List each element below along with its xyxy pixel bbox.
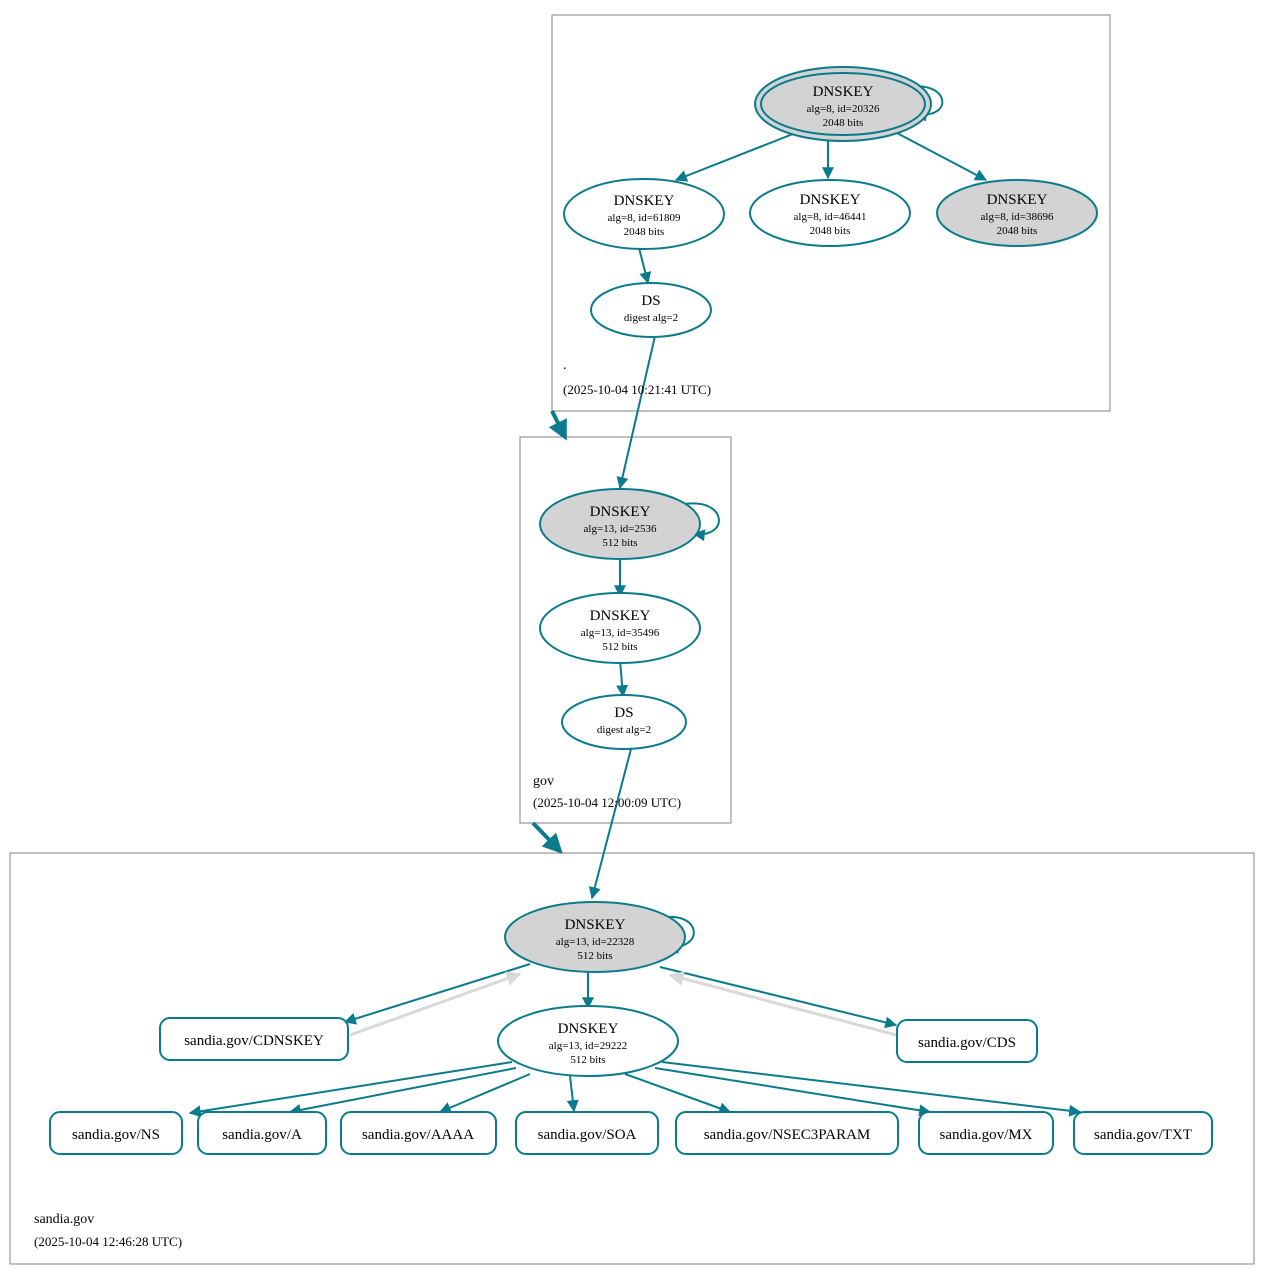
edge-root-ds-to-gov-dnskey [620, 336, 655, 488]
node-root-ds[interactable] [591, 283, 711, 337]
zone-timestamp-root: (2025-10-04 10:21:41 UTC) [563, 382, 712, 397]
node-line2: alg=8, id=38696 [980, 211, 1054, 223]
zone-timestamp-gov: (2025-10-04 12:00:09 UTC) [533, 795, 682, 810]
node-title: DS [614, 705, 634, 721]
edge-sandia-ksk-to-cds [660, 967, 896, 1025]
rrset-cdnskey[interactable] [160, 1018, 348, 1060]
node-line3: 512 bits [570, 1054, 606, 1066]
edge-sandia-ksk-to-cdnskey [345, 964, 530, 1022]
node-root-dnskey-46441[interactable] [750, 180, 910, 246]
edge-sandia-zsk-to-txt [662, 1062, 1080, 1112]
zone-timestamp-sandia: (2025-10-04 12:46:28 UTC) [34, 1234, 183, 1249]
node-title: DNSKEY [812, 84, 874, 100]
edge-root-ksk-to-61809 [676, 130, 803, 180]
node-title: DNSKEY [557, 1021, 619, 1037]
edge-sandia-zsk-to-ns [190, 1062, 512, 1113]
node-line2: alg=8, id=20326 [806, 103, 880, 115]
node-title: DNSKEY [613, 193, 675, 209]
edge-sandia-zsk-to-a [290, 1068, 516, 1112]
rrset-label: sandia.gov/MX [939, 1127, 1033, 1143]
node-gov-ds[interactable] [562, 695, 686, 749]
node-title: DNSKEY [589, 608, 651, 624]
rrset-label: sandia.gov/CDNSKEY [184, 1033, 324, 1049]
rrset-label: sandia.gov/NSEC3PARAM [703, 1127, 871, 1143]
node-root-dnskey-61809[interactable] [564, 179, 724, 249]
edge-sandia-zsk-to-soa [570, 1076, 574, 1111]
rrset-cds[interactable] [897, 1020, 1037, 1062]
node-title: DNSKEY [986, 192, 1048, 208]
rrset-aaaa[interactable] [341, 1112, 496, 1154]
edge-root-61809-to-ds [639, 248, 648, 283]
rrset-ns[interactable] [50, 1112, 182, 1154]
node-line3: 512 bits [602, 641, 638, 653]
node-line2: alg=13, id=35496 [580, 627, 660, 639]
rrset-label: sandia.gov/CDS [918, 1035, 1016, 1051]
node-line2: alg=13, id=29222 [548, 1040, 628, 1052]
node-line3: 2048 bits [822, 117, 864, 129]
node-root-ksk-20326[interactable] [755, 67, 931, 141]
node-title: DNSKEY [799, 192, 861, 208]
node-line3: 512 bits [602, 537, 638, 549]
node-line2: digest alg=2 [623, 312, 679, 324]
node-root-dnskey-38696[interactable] [937, 180, 1097, 246]
zone-label-gov: gov [533, 774, 554, 789]
edge-cds-to-sandia-ksk [670, 975, 900, 1036]
rrset-label: sandia.gov/AAAA [361, 1127, 475, 1143]
node-sandia-dnskey-29222[interactable] [498, 1006, 678, 1076]
node-line2: alg=8, id=46441 [793, 211, 867, 223]
node-line3: 2048 bits [809, 225, 851, 237]
node-line2: alg=13, id=22328 [555, 936, 635, 948]
rrset-label: sandia.gov/SOA [537, 1127, 637, 1143]
node-title: DNSKEY [564, 917, 626, 933]
rrset-label: sandia.gov/NS [72, 1127, 160, 1143]
node-line2: alg=8, id=61809 [607, 212, 681, 224]
edge-gov-zsk-to-ds [620, 660, 623, 696]
zone-label-root: . [563, 358, 567, 373]
edge-root-ksk-to-38696 [895, 132, 986, 180]
zone-label-sandia: sandia.gov [34, 1212, 95, 1227]
node-title: DS [641, 293, 661, 309]
rrset-soa[interactable] [516, 1112, 658, 1154]
node-gov-dnskey-35496[interactable] [540, 593, 700, 663]
rrset-txt[interactable] [1074, 1112, 1212, 1154]
rrset-label: sandia.gov/A [222, 1127, 302, 1143]
edge-sandia-zsk-to-nsec3param [625, 1074, 730, 1112]
node-title: DNSKEY [589, 504, 651, 520]
node-sandia-ksk-22328[interactable] [505, 902, 685, 972]
edge-cdnskey-to-sandia-ksk [350, 974, 520, 1035]
edge-root-zone-to-gov-zone [552, 411, 565, 437]
rrset-mx[interactable] [919, 1112, 1053, 1154]
rrset-a[interactable] [198, 1112, 326, 1154]
node-line2: alg=13, id=2536 [583, 523, 657, 535]
node-line3: 512 bits [577, 950, 613, 962]
edge-gov-zone-to-sandia-zone [533, 823, 560, 851]
node-line2: digest alg=2 [596, 724, 652, 736]
rrset-label: sandia.gov/TXT [1094, 1127, 1192, 1143]
node-gov-ksk-2536[interactable] [540, 489, 700, 559]
node-line3: 2048 bits [996, 225, 1038, 237]
rrset-nsec3param[interactable] [676, 1112, 898, 1154]
node-line3: 2048 bits [623, 226, 665, 238]
